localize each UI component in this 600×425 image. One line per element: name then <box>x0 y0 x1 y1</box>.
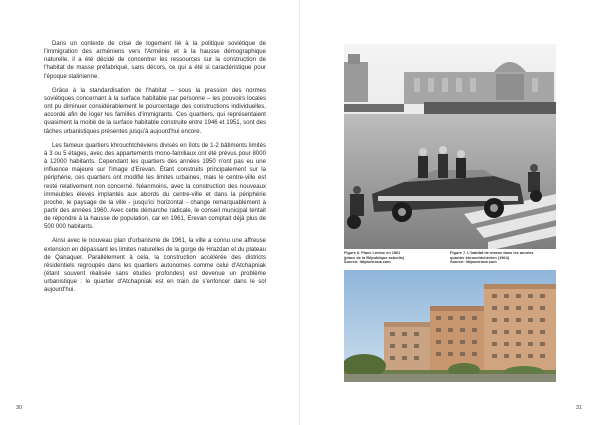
caption-7-source: Source: httpsmenua.com <box>450 259 497 265</box>
paragraph-2: Grâce à la standardisation de l'habitat – sous la pression des normes soviétiques concernant à la surface habitable par personne – les pouvoirs locales ont pu diminuer considérablement le pourcentage des constructions individuelles, accordé afin de loger les familles d'immigrants. Ces quartiers, qui représentaient quasiment la moitié de la surface habitable construite entre 1946 et 1951, sont des tâches urbanistiques présentes jusqu'à aujourd'hui encore. <box>44 87 266 135</box>
caption-7-line2: quartier khrouchtchévien (1964) <box>450 254 510 260</box>
paragraph-1: Dans un contexte de crise de logement lié à la politique soviétique de l'immigration des arméniens vers l'Arménie et à la hausse démographique naturelle, il a été décidé de concentrer les ressources sur la construction de l'habitat de masse préfabriqué, sans décors, ce qui a été si caractéristique pour l'époque stalinienne. <box>44 41 266 80</box>
caption-figure-7 <box>450 251 550 265</box>
body-text <box>44 40 266 301</box>
paragraph-4: Ainsi avec le nouveau plan d'urbanisme de 1961, la ville a connu une affreuse extension en dépassant les limites naturelles de la gorge de Hrazdan et du plateau de Qanaquer. Parallèlement à cela, la construction accélérée des districts résidentiels regroupés dans les quartiers autonomes comme celui d'Atchapniak (étant souvent réalisée sans études profondes) est devenue un problème urbanistique : le quartier d'Atchapniak est en train de s'enfoncer dans le sol aujourd'hui. <box>44 238 266 294</box>
right-page <box>300 0 600 425</box>
captions <box>344 251 556 265</box>
page-number-right: 31 <box>575 405 582 411</box>
color-photo-graphic <box>344 270 556 382</box>
caption-6-line1: Figure 6. Place Lénine en 1961 <box>344 250 401 255</box>
paragraph-3: Les fameux quartiers khrouchtchéviens divisés en îlots de 1-2 bâtiments limités à 3 ou 5 étages, avec des appartements mono-familiaux ont été prévus pour 8000 à 12000 habitants. Cependant les quartiers des années 1950 n'ont pas eu une influence majeure sur l'image d'Erevan. Étant construits principalement sur la périphérie, ces quartiers ont modifié les limites urbaines, mais le centre-ville est resté relativement non concerné. Néanmoins, avec la construction des nouveaux immeubles élevés implantés aux abords du centre-ville et dans la périphérie proche, le paysage de la ville - jusqu'ici horizontal - change remarquablement à partir des années 1960. Avec cette démarche radicale, le conseil municipal tentait de répondre à la hausse de population, car en 1961, Erevan comptait déjà plus de 500 000 habitants. <box>44 142 266 231</box>
bw-photo-graphic <box>344 44 556 249</box>
caption-6-line2: (place de la République actuelle) <box>344 254 405 260</box>
caption-6-source: Source: httpsmenua.com <box>344 259 391 265</box>
photo-mass-housing <box>344 270 556 382</box>
caption-figure-6 <box>344 251 444 265</box>
photo-place-lenine <box>344 44 556 249</box>
caption-7-line1: Figure 7. L'habitat de masse dans les années <box>450 250 534 255</box>
page-number-left: 30 <box>16 405 23 411</box>
